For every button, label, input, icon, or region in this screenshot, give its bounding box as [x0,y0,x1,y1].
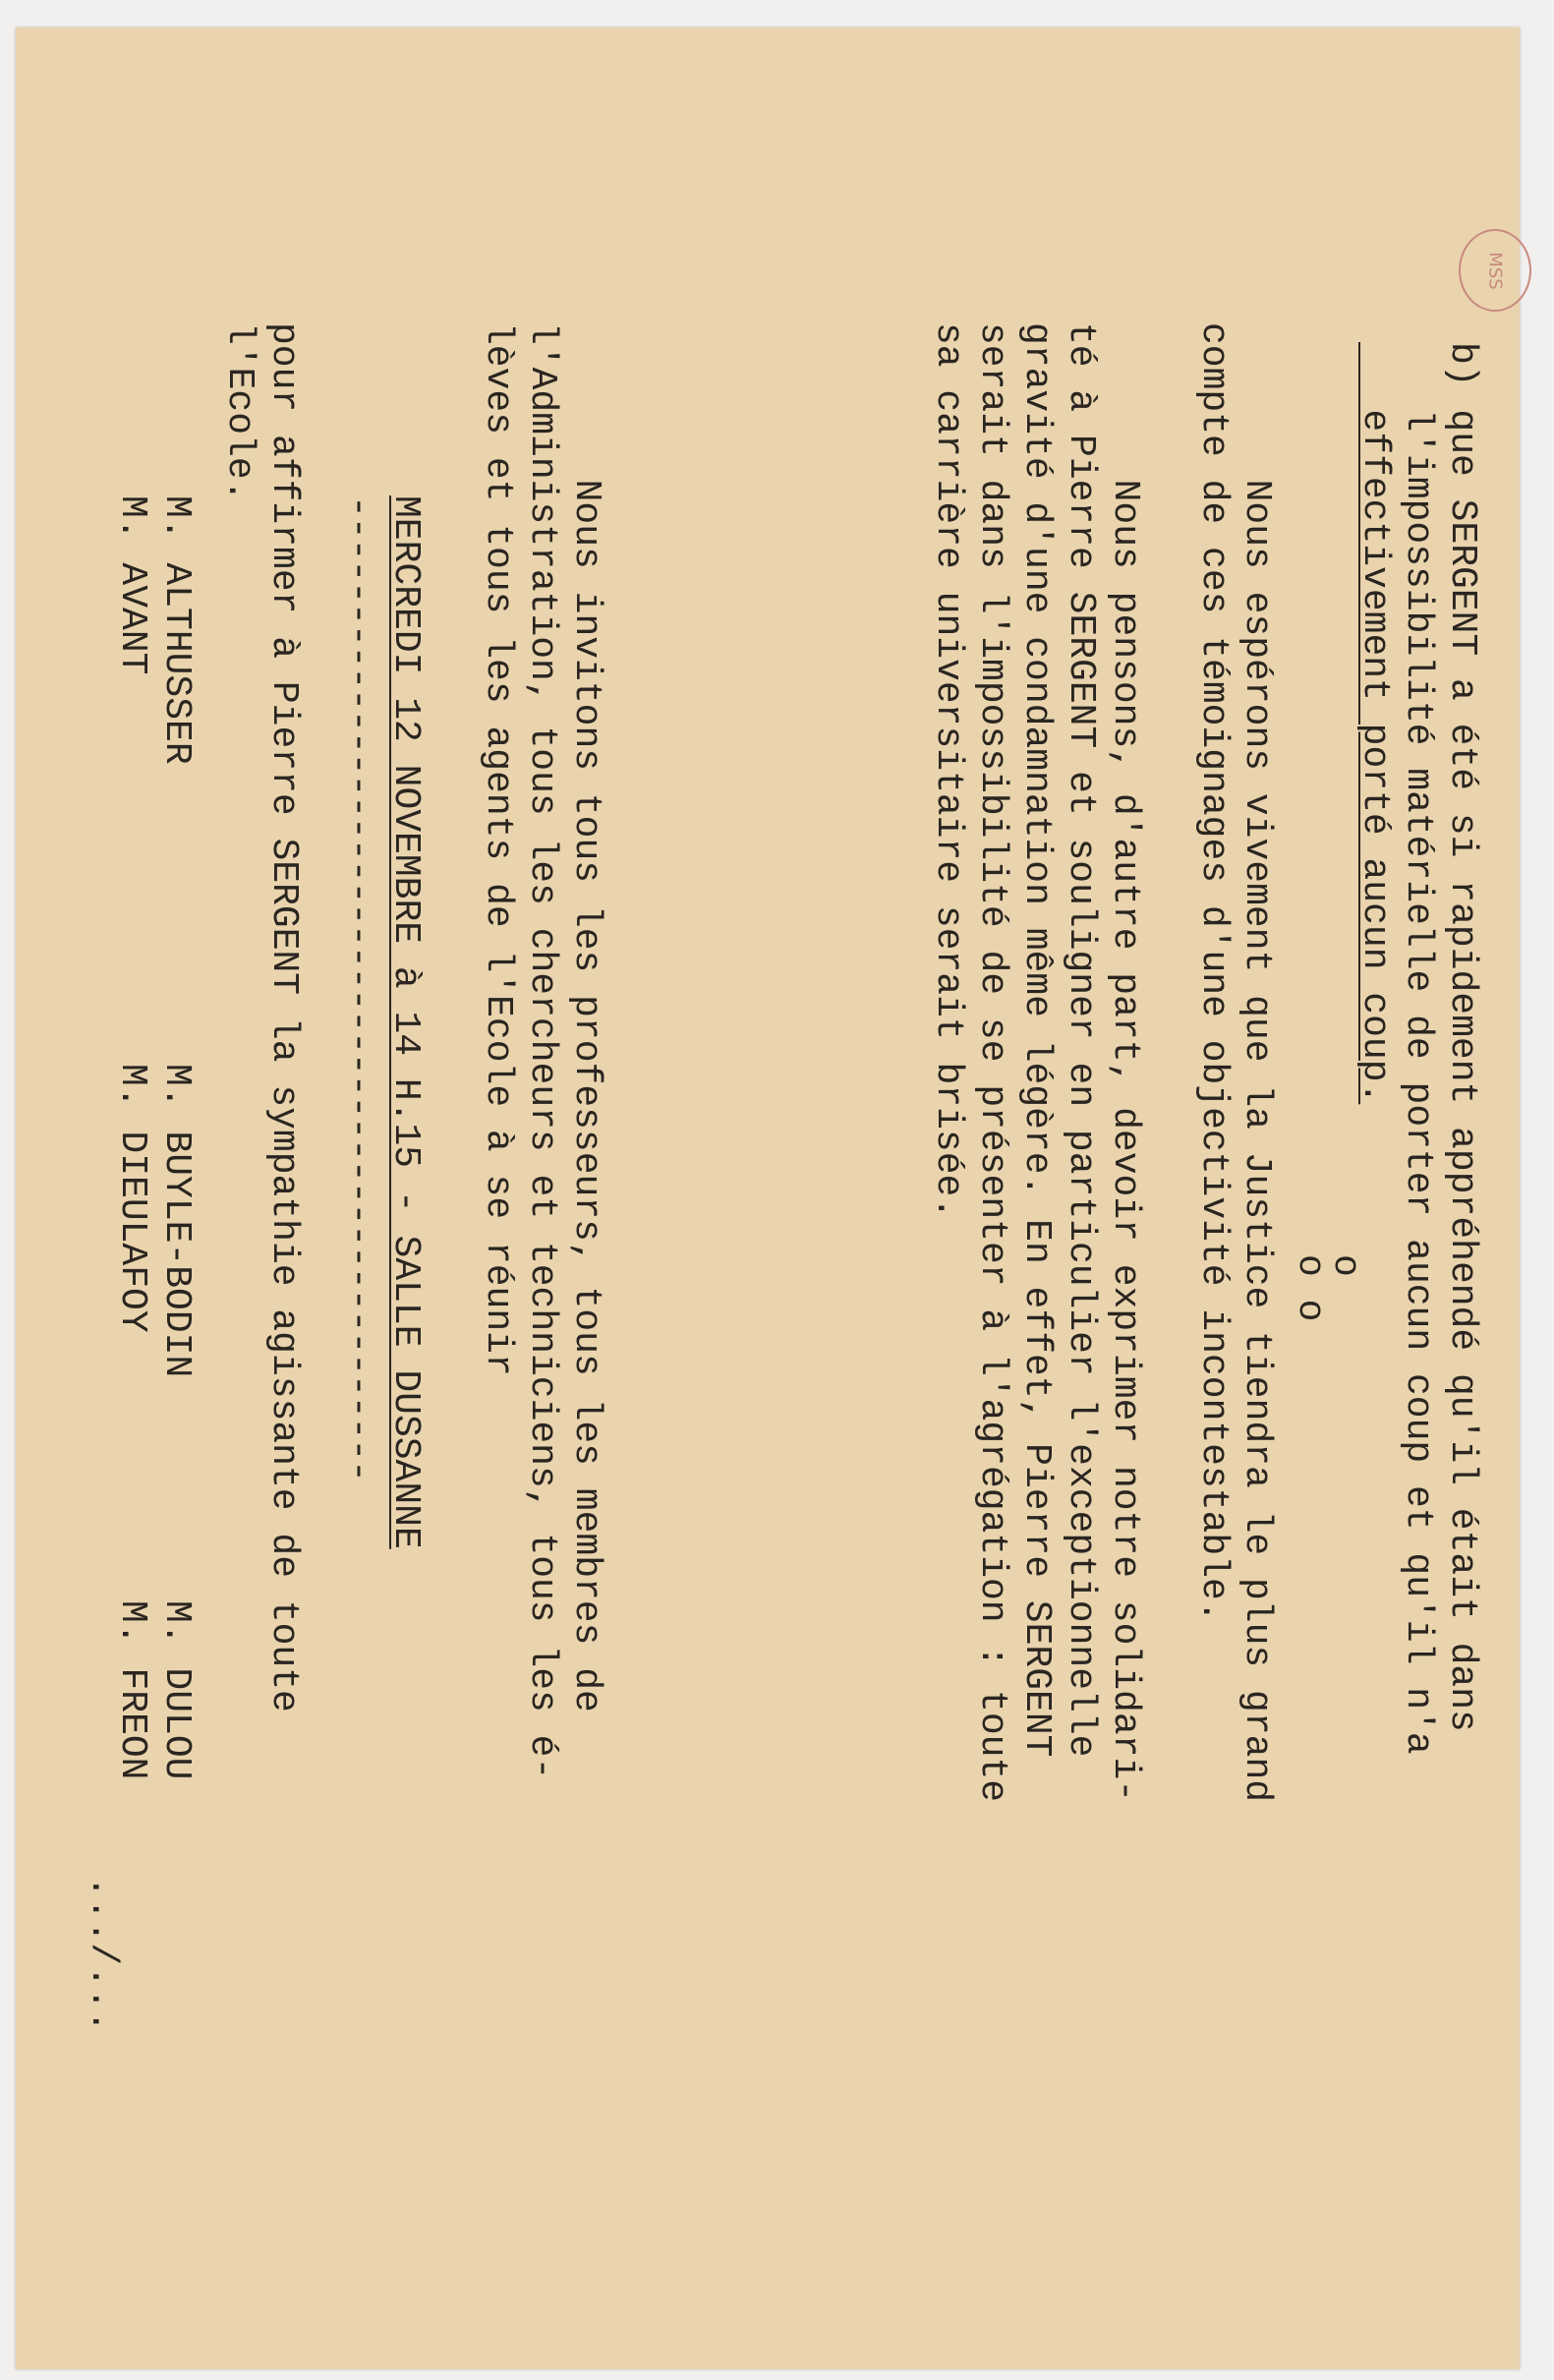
continuation-mark: .../... [82,1876,124,2033]
para-3-line-1: Nous invitons tous les professeurs, tous les membres de [565,322,607,1712]
para-4-line-2: l'Ecole. [218,322,260,502]
archive-stamp: MSS [1459,229,1531,312]
signatory: M. BUYLE-BODIN [155,1064,198,1378]
signatory: M. ALTHUSSER [155,495,198,765]
signatory: M. DIEULAFOY [111,1064,153,1333]
para-3-line-3: lèves et tous les agents de l'Ecole à se réunir [477,322,519,1376]
section-dots: o o o [1289,1254,1366,1322]
signatory: M. DULOU [155,1600,198,1780]
para-2-line-5: sa carrière universitaire serait brisée. [927,322,969,1220]
para-2-line-4: serait dans l'impossibilité de se présenter à l'agrégation : toute [971,322,1013,1803]
para-b-line-3: effectivement porté aucun coup. [1353,342,1396,1105]
dash-rule: ---------------------------------------------- [337,495,379,1481]
para-2-line-1: Nous pensons, d'autre part, devoir exprimer notre solidari- [1104,322,1146,1803]
para-b-line-1: b) que SERGENT a été si rapidement appréhendé qu'il était dans [1441,342,1483,1732]
para-b-line-2: l'impossibilité matérielle de porter aucun coup et qu'il n'a [1397,342,1439,1755]
signatory: M. FREON [111,1600,153,1780]
para-2-line-3: gravité d'une condamnation même légère. En effet, Pierre SERGENT [1015,322,1058,1758]
signatory: M. AVANT [111,495,153,675]
para-1-line-1: Nous espérons vivement que la Justice tiendra le plus grand [1236,322,1278,1803]
para-1-line-2: compte de ces témoignages d'une objectivité incontestable. [1192,322,1235,1623]
rotated-typescript [16,28,1520,2369]
document-page [16,28,1520,2369]
para-2-line-2: té à Pierre SERGENT et souligner en particulier l'exceptionnelle [1060,322,1102,1758]
meeting-announcement: MERCREDI 12 NOVEMBRE à 14 H.15 - SALLE DUSSANNE [384,495,427,1549]
para-3-line-2: l'Administration, tous les chercheurs et techniciens, tous les é- [521,322,563,1780]
para-4-line-1: pour affirmer à Pierre SERGENT la sympathie agissante de toute [262,322,305,1712]
